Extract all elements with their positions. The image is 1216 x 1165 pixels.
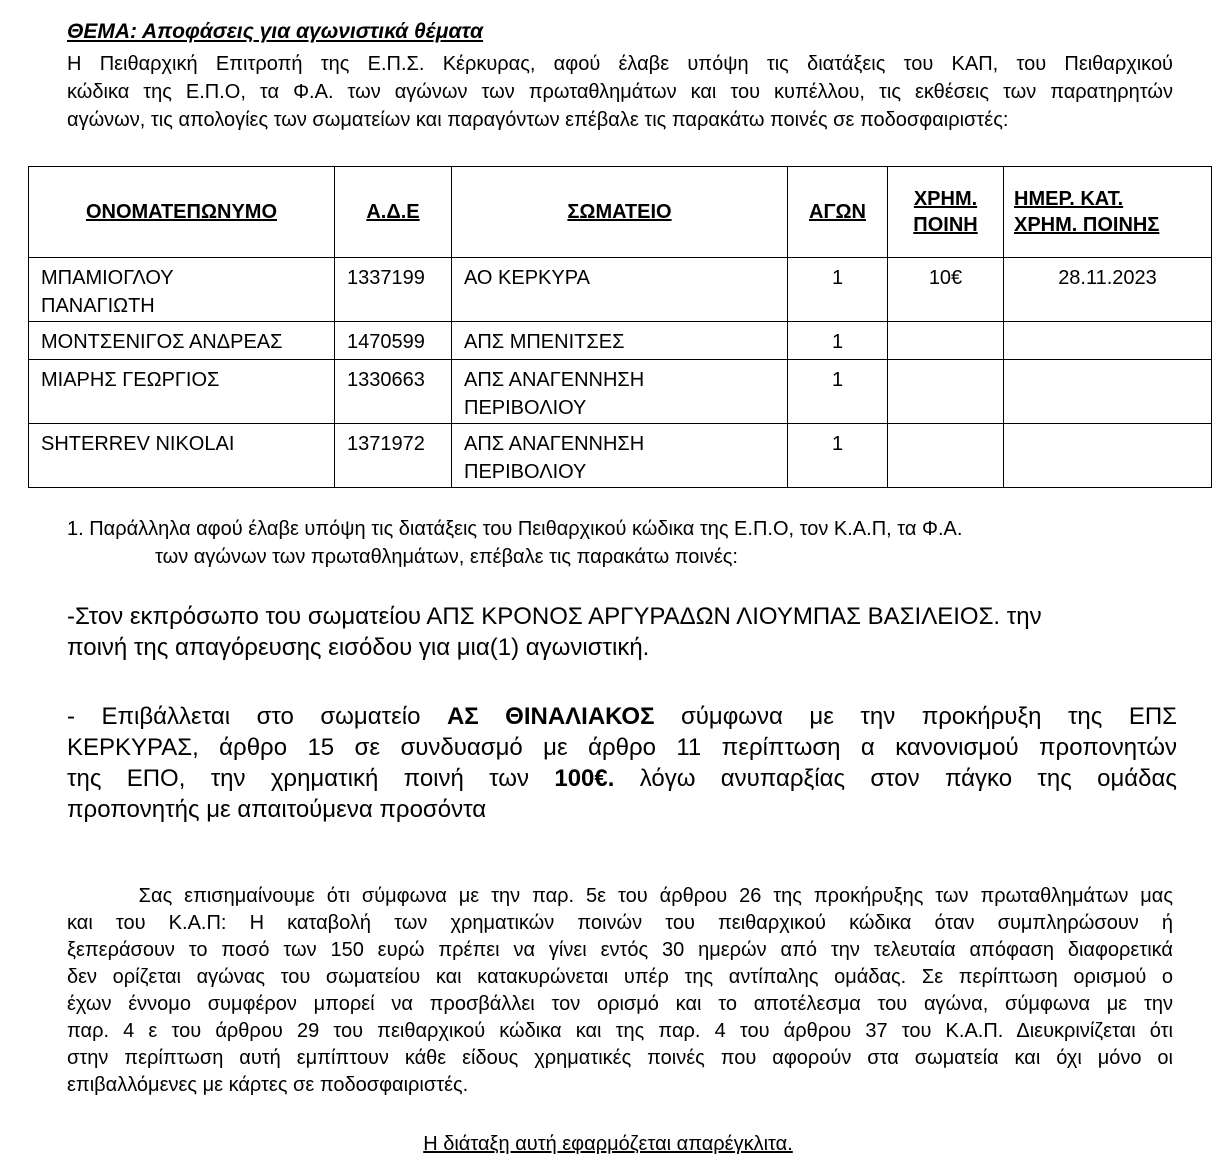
intro-line-1: Η Πειθαρχική Επιτροπή της Ε.Π.Σ. Κέρκυρας, αφού έλαβε υπόψη τις διατάξεις του ΚΑΠ, του Πειθαρχικού xyxy=(67,53,1173,75)
cell-fine xyxy=(888,322,1004,360)
document-title: ΘΕΜΑ: Αποφάσεις για αγωνιστικά θέματα xyxy=(67,20,484,43)
cell-name: ΜΙΑΡΗΣ ΓΕΩΡΓΙΟΣ xyxy=(29,360,335,424)
table-row xyxy=(29,424,1212,488)
penalty-2-line-3: της ΕΠΟ, την χρηματική ποινή των 100€. λόγω ανυπαρξίας στον πάγκο της ομάδας xyxy=(67,765,1177,792)
penalty-representative xyxy=(67,601,1177,663)
penalty-1-line-1: -Στον εκπρόσωπο του σωματείου ΑΠΣ ΚΡΟΝΟΣ ΑΡΓΥΡΑΔΩΝ ΛΙΟΥΜΠΑΣ ΒΑΣΙΛΕΙΟΣ. την xyxy=(67,603,1042,630)
notice-line: και του Κ.Α.Π: Η καταβολή των χρηματικών ποινών του πειθαρχικού κώδικα όταν συμπληρώσουν ή xyxy=(67,912,1173,934)
cell-ade: 1470599 xyxy=(335,322,452,360)
penalty-1-line-2: ποινή της απαγόρευσης εισόδου για μια(1) αγωνιστική. xyxy=(67,634,650,661)
header-club: ΣΩΜΑΤΕΙΟ xyxy=(452,167,788,258)
cell-matches: 1 xyxy=(788,360,888,424)
penalty-2-line-1: - Επιβάλλεται στο σωματείο ΑΣ ΘΙΝΑΛΙΑΚΟΣ σύμφωνα με την προκήρυξη της ΕΠΣ xyxy=(67,703,1178,730)
notice-line: παρ. 4 ε του άρθρου 29 του πειθαρχικού κώδικα και της παρ. 4 του άρθρου 37 του Κ.Α.Π. Διευκρινίζεται ότι xyxy=(67,1020,1173,1042)
header-matches: ΑΓΩΝ xyxy=(788,167,888,258)
cell-club: ΑΠΣ ΑΝΑΓΕΝΝΗΣΗ ΠΕΡΙΒΟΛΙΟΥ xyxy=(452,424,788,488)
cell-fine-date xyxy=(1004,322,1212,360)
table-row xyxy=(29,258,1212,322)
header-name: ΟΝΟΜΑΤΕΠΩΝΥΜΟ xyxy=(29,167,335,258)
cell-name: SHTERREV NIKOLAI xyxy=(29,424,335,488)
paragraph-1 xyxy=(67,515,962,571)
intro-line-3: αγώνων, τις απολογίες των σωματείων και παραγόντων επέβαλε τις παρακάτω ποινές σε ποδοσφαιριστές: xyxy=(67,109,1009,131)
penalty-club xyxy=(67,701,1177,825)
cell-matches: 1 xyxy=(788,424,888,488)
notice-line: δεν ορίζεται αγώνας του σωματείου και κατακυρώνεται υπέρ της αντίπαλης ομάδας. Σε περίπτωση ορισμού ο xyxy=(67,966,1173,988)
cell-name: ΜΠΑΜΙΟΓΛΟΥ ΠΑΝΑΓΙΩΤΗ xyxy=(29,258,335,322)
penalised-club: ΑΣ ΘΙΝΑΛΙΑΚΟΣ xyxy=(446,703,655,730)
notice-line: επιβαλλόμενες με κάρτες σε ποδοσφαιριστές. xyxy=(67,1074,469,1096)
penalty-2-line-4: προπονητής με απαιτούμενα προσόντα xyxy=(67,796,487,823)
header-fine: ΧΡΗΜ. ΠΟΙΝΗ xyxy=(888,167,1004,258)
intro-paragraph xyxy=(67,50,1173,134)
paragraph-1-line-2: των αγώνων των πρωταθλημάτων, επέβαλε τις παρακάτω ποινές: xyxy=(155,546,738,568)
cell-name: ΜΟΝΤΣΕΝΙΓΟΣ ΑΝΔΡΕΑΣ xyxy=(29,322,335,360)
table-row xyxy=(29,322,1212,360)
table-row xyxy=(29,360,1212,424)
cell-ade: 1371972 xyxy=(335,424,452,488)
cell-matches: 1 xyxy=(788,258,888,322)
cell-matches: 1 xyxy=(788,322,888,360)
cell-fine: 10€ xyxy=(888,258,1004,322)
cell-fine xyxy=(888,360,1004,424)
cell-club: ΑΟ ΚΕΡΚΥΡΑ xyxy=(452,258,788,322)
cell-fine-date xyxy=(1004,424,1212,488)
notice-line: Σας επισημαίνουμε ότι σύμφωνα με την παρ. 5ε του άρθρου 26 της προκήρυξης των πρωταθλημάτων μας xyxy=(67,885,1173,907)
penalty-2-line-2: ΚΕΡΚΥΡΑΣ, άρθρο 15 σε συνδυασμό με άρθρο 11 περίπτωση α κανονισμού προπονητών xyxy=(67,734,1177,761)
cell-ade: 1337199 xyxy=(335,258,452,322)
notice-line: ξεπεράσουν το ποσό των 150 ευρώ πρέπει να γίνει εντός 30 ημερών από την τελευταία απόφαση διαφορετικά xyxy=(67,939,1173,961)
fine-amount: 100€. xyxy=(554,765,615,792)
notice-line: έχων έννομο συμφέρον μπορεί να προσβάλλει τον ορισμό και το αποτέλεσμα του αγώνα, σύμφωνα με την xyxy=(67,993,1173,1015)
cell-fine-date xyxy=(1004,360,1212,424)
table-header-row xyxy=(29,167,1212,258)
closing-statement: Η διάταξη αυτή εφαρμόζεται απαρέγκλιτα. xyxy=(423,1133,793,1155)
notice-paragraph xyxy=(67,883,1173,1099)
cell-club: ΑΠΣ ΑΝΑΓΕΝΝΗΣΗ ΠΕΡΙΒΟΛΙΟΥ xyxy=(452,360,788,424)
cell-club: ΑΠΣ ΜΠΕΝΙΤΣΕΣ xyxy=(452,322,788,360)
cell-ade: 1330663 xyxy=(335,360,452,424)
header-ade: Α.Δ.Ε xyxy=(335,167,452,258)
cell-fine xyxy=(888,424,1004,488)
intro-line-2: κώδικα της Ε.Π.Ο, τα Φ.Α. των αγώνων των πρωταθλημάτων και του κυπέλλου, τις εκθέσεις των παρατηρητών xyxy=(67,81,1173,103)
notice-line: στην περίπτωση αυτή εμπίπτουν κάθε είδους χρηματικές ποινές που αφορούν στα σωματεία και όχι μόνο οι xyxy=(67,1047,1173,1069)
header-fine-date: ΗΜΕΡ. ΚΑΤ. ΧΡΗΜ. ΠΟΙΝΗΣ xyxy=(1004,167,1212,258)
cell-fine-date: 28.11.2023 xyxy=(1004,258,1212,322)
penalties-table xyxy=(28,166,1212,488)
paragraph-1-line-1: 1. Παράλληλα αφού έλαβε υπόψη τις διατάξεις του Πειθαρχικού κώδικα της Ε.Π.Ο, τον Κ.Α.Π, τα Φ.Α. xyxy=(67,518,963,540)
